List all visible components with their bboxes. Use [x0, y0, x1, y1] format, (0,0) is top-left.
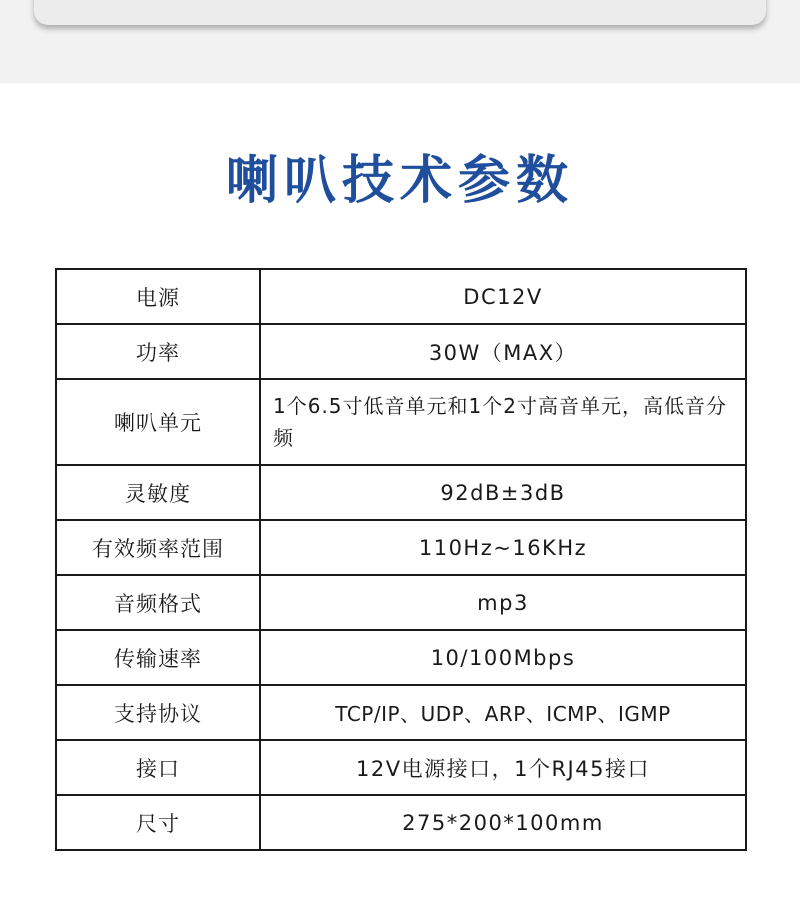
spec-label: 尺寸 — [56, 795, 260, 850]
spec-label: 电源 — [56, 269, 260, 324]
spec-label: 支持协议 — [56, 685, 260, 740]
page-title: 喇叭技术参数 — [225, 151, 574, 211]
spec-table — [55, 268, 747, 851]
spec-value: 110Hz~16KHz — [260, 520, 746, 575]
spec-value: 30W（MAX） — [260, 324, 746, 379]
spec-value: DC12V — [260, 269, 746, 324]
spec-value: 92dB±3dB — [260, 465, 746, 520]
table-row — [56, 324, 746, 379]
spec-value: mp3 — [260, 575, 746, 630]
table-row — [56, 575, 746, 630]
top-banner-card — [34, 0, 766, 25]
table-row — [56, 685, 746, 740]
spec-value: 12V电源接口，1个RJ45接口 — [260, 740, 746, 795]
table-row — [56, 269, 746, 324]
spec-label: 功率 — [56, 324, 260, 379]
table-row — [56, 520, 746, 575]
spec-label: 灵敏度 — [56, 465, 260, 520]
spec-label: 喇叭单元 — [56, 379, 260, 465]
spec-value: 10/100Mbps — [260, 630, 746, 685]
spec-value: 275*200*100mm — [260, 795, 746, 850]
spec-label: 有效频率范围 — [56, 520, 260, 575]
table-row — [56, 795, 746, 850]
table-row — [56, 465, 746, 520]
spec-label: 传输速率 — [56, 630, 260, 685]
table-row — [56, 740, 746, 795]
spec-value: TCP/IP、UDP、ARP、ICMP、IGMP — [260, 685, 746, 740]
table-row — [56, 630, 746, 685]
top-banner-band — [0, 0, 800, 83]
spec-label: 接口 — [56, 740, 260, 795]
spec-label: 音频格式 — [56, 575, 260, 630]
spec-value: 1个6.5寸低音单元和1个2寸高音单元，高低音分频 — [260, 379, 746, 465]
table-row — [56, 379, 746, 465]
